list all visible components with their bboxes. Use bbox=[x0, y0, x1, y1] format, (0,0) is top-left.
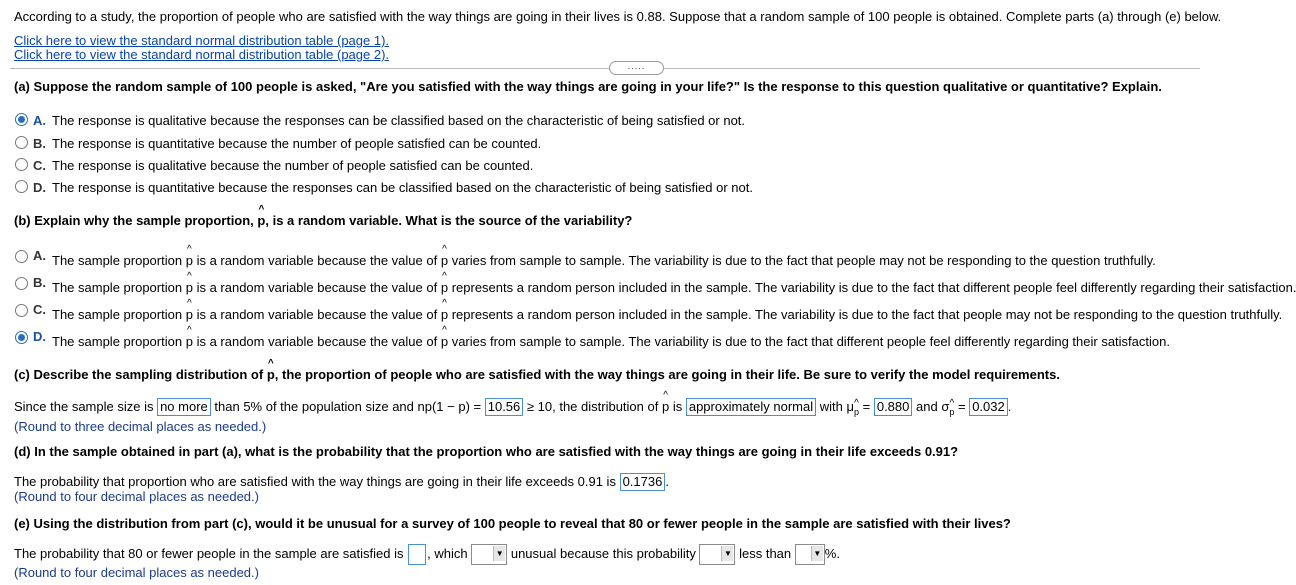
distribution-answer[interactable]: approximately normal bbox=[686, 398, 816, 416]
np-answer[interactable]: 10.56 bbox=[485, 398, 524, 416]
chevron-down-icon: ▼ bbox=[811, 546, 823, 561]
part-b-question: (b) Explain why the sample proportion, ^ p, is a random variable. What is the source of the variability? bbox=[14, 213, 632, 228]
part-d-answer-line: The probability that proportion who are satisfied with the way things are going in their life exceeds 0.91 is 0.1736 . bbox=[14, 474, 669, 489]
part-b-option-d-letter: D. bbox=[33, 329, 46, 344]
part-b-option-b-letter: B. bbox=[33, 275, 46, 290]
part-b-option-d-radio[interactable] bbox=[15, 331, 28, 344]
part-b-option-a-radio[interactable] bbox=[15, 250, 28, 263]
part-b-option-c-letter: C. bbox=[33, 302, 46, 317]
part-b-option-b-radio[interactable] bbox=[15, 277, 28, 290]
part-e-answer-line: The probability that 80 or fewer people in the sample are satisfied is , which ▼ unusual because this probability ▼ less than ▼ %. bbox=[14, 544, 840, 565]
chevron-down-icon: ▼ bbox=[493, 546, 505, 561]
part-a-option-a-letter: A. bbox=[33, 113, 46, 128]
probability-input[interactable] bbox=[408, 544, 426, 565]
part-b-option-c-text[interactable]: The sample proportion ^ p is a random variable because the value of ^ p represents a random person included in the sample. The variability is due to the fact that people may not be responding to the question truthfully. bbox=[52, 307, 1282, 322]
part-b-option-b-text[interactable]: The sample proportion ^ p is a random variable because the value of ^ p represents a random person included in the sample. The variability is due to the fact that different people feel differently regarding their satisfaction. bbox=[52, 280, 1296, 295]
part-e-rounding-note: (Round to four decimal places as needed.) bbox=[14, 565, 259, 580]
part-a-option-c-letter: C. bbox=[33, 158, 46, 173]
part-b-option-a-text[interactable]: The sample proportion ^ p is a random variable because the value of ^ p varies from sample to sample. The variability is due to the fact that people may not be responding to the question truthfully. bbox=[52, 253, 1156, 268]
chevron-down-icon: ▼ bbox=[721, 546, 733, 561]
part-a-option-b-text[interactable]: The response is quantitative because the number of people satisfied can be counted. bbox=[52, 136, 542, 151]
part-b-option-c-radio[interactable] bbox=[15, 304, 28, 317]
part-a-option-b-radio[interactable] bbox=[15, 136, 28, 149]
comparison-select[interactable] bbox=[699, 544, 735, 565]
problem-intro: According to a study, the proportion of people who are satisfied with the way things are going in their lives is 0.88. Suppose that a random sample of 100 people is obtained. Complete parts (a) through (e) below. bbox=[14, 9, 1222, 24]
normal-table-page1-link[interactable]: Click here to view the standard normal distribution table (page 1). bbox=[14, 33, 390, 48]
part-c-answer-line: Since the sample size is no more than 5% of the population size and np(1 − p) = 10.56 ≥ 10, the distribution of ^ p is approximately normal with μ^ $_p$ = 0.880 and σ^ $_p$ = 0.032 . bbox=[14, 398, 1011, 417]
part-b-option-d-text[interactable]: The sample proportion ^ p is a random variable because the value of ^ p varies from sample to sample. The variability is due to the fact that different people feel differently regarding their satisfaction. bbox=[52, 334, 1170, 349]
part-a-option-c-text[interactable]: The response is qualitative because the number of people satisfied can be counted. bbox=[52, 158, 534, 173]
mean-answer[interactable]: 0.880 bbox=[874, 398, 913, 416]
section-divider bbox=[10, 68, 1200, 69]
part-a-option-d-radio[interactable] bbox=[15, 180, 28, 193]
part-a-option-c-radio[interactable] bbox=[15, 158, 28, 171]
part-b-option-a-letter: A. bbox=[33, 248, 46, 263]
part-d-rounding-note: (Round to four decimal places as needed.) bbox=[14, 489, 259, 504]
part-a-option-a-radio[interactable] bbox=[15, 113, 28, 126]
part-a-option-d-text[interactable]: The response is quantitative because the responses can be classified based on the characteristic of being satisfied or not. bbox=[52, 180, 753, 195]
part-a-option-a-text[interactable]: The response is qualitative because the responses can be classified based on the characteristic of being satisfied or not. bbox=[52, 113, 746, 128]
part-c-rounding-note: (Round to three decimal places as needed.) bbox=[14, 419, 267, 434]
percent-select[interactable] bbox=[795, 544, 825, 565]
probability-exceeds-answer[interactable]: 0.1736 bbox=[620, 473, 666, 491]
unusual-select[interactable] bbox=[471, 544, 507, 565]
part-d-question: (d) In the sample obtained in part (a), what is the probability that the proportion who are satisfied with the way things are going in their life exceeds 0.91? bbox=[14, 444, 959, 459]
expand-more-button[interactable]: ..... bbox=[609, 61, 664, 75]
part-a-question: (a) Suppose the random sample of 100 people is asked, "Are you satisfied with the way things are going in your life?" Is the response to this question qualitative or quantitative? Explain. bbox=[14, 79, 1162, 94]
part-c-question: (c) Describe the sampling distribution of ^ p, the proportion of people who are satisfied with the way things are going in their life. Be sure to verify the model requirements. bbox=[14, 367, 1060, 382]
normal-table-page2-link[interactable]: Click here to view the standard normal distribution table (page 2). bbox=[14, 47, 390, 62]
std-dev-answer[interactable]: 0.032 bbox=[969, 398, 1008, 416]
part-a-option-d-letter: D. bbox=[33, 180, 46, 195]
part-e-question: (e) Using the distribution from part (c), would it be unusual for a survey of 100 people to reveal that 80 or fewer people in the sample are satisfied with their lives? bbox=[14, 516, 1011, 531]
sample-size-answer[interactable]: no more bbox=[157, 398, 211, 416]
part-a-option-b-letter: B. bbox=[33, 136, 46, 151]
